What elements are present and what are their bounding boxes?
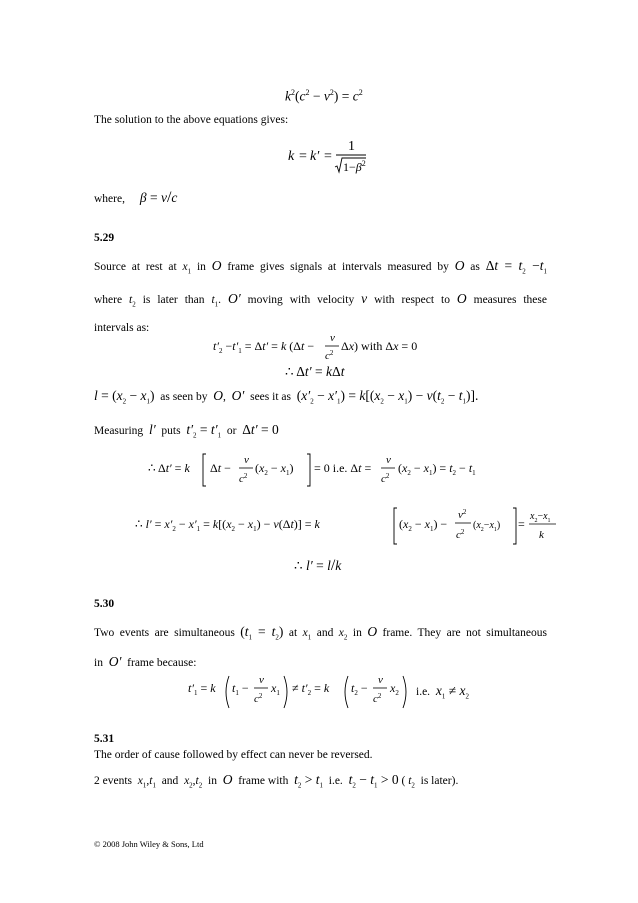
svg-text:c2: $c^2$: [381, 472, 390, 485]
footer-copyright: © 2008 John Wiley & Sons, Ltd: [94, 839, 204, 849]
svg-text:c2: $c^2$: [239, 472, 248, 485]
equation-time-interval: [213, 328, 443, 362]
svg-text:=: =: [299, 149, 307, 164]
equation-simultaneity: [148, 446, 488, 492]
s529-line2: where $t_2$ is later than $t_1$. O′ moving with velocity v with respect to O measures these: [94, 291, 547, 309]
svg-text:= 0 i.e. Δt =: = 0 i.e. Δt =: [314, 461, 372, 475]
svg-text:x2−x1: $x_2-x_1$: [530, 511, 551, 524]
svg-text:Δt −: Δt −: [210, 461, 231, 475]
svg-text:c2: $c^2$: [254, 692, 263, 705]
svg-text:∴ Δt′ = k: ∴ Δt′ = k: [148, 461, 190, 475]
svg-text:1−β2: $1-\beta^2$: [343, 159, 366, 174]
svg-text:t1 −: $t_1$ −: [232, 681, 249, 697]
svg-text:k: k: [539, 529, 544, 541]
s530-line2: in O′ frame because:: [94, 654, 197, 669]
beta-definition: β = v/c: [139, 189, 178, 206]
s529-line3: intervals as:: [94, 322, 150, 334]
svg-text:1: 1: [348, 139, 355, 154]
s531-line2: 2 events $x_1,t_1$ and $x_2,t_2$ in O frame with $t_2 > t_1$ i.e. $t_2 - t_1 > 0$ ( $t_2$ is later).: [94, 772, 459, 790]
svg-text:k′: k′: [310, 149, 320, 164]
equation-dt-prime: ∴ Δt′ = kΔt: [285, 364, 345, 379]
heading-5-30: 5.30: [94, 598, 115, 610]
eq-a-svg: [213, 328, 443, 362]
svg-text:(x2 − x1): $(x_2 - x_1)$: [255, 461, 294, 477]
svg-text:≠ t′2 = k: ≠ $t'_2 = k$: [292, 681, 330, 697]
s529-length-line: $l = (x_2 - x_1)$ as seen by O, O′ sees it as $(x'_2 - x'_1) = k[(x_2 - x_1) - v(t_2 - t_1)]$.: [94, 388, 479, 406]
svg-text:(x2 − x1) = t2 − t1: $(x_2 - x_1) = t_2 - t_1$: [398, 461, 476, 477]
heading-5-29: 5.29: [94, 232, 115, 244]
equation-length-result: [518, 506, 558, 546]
svg-text:c2: $c^2$: [373, 692, 382, 705]
svg-text:k: k: [288, 149, 295, 164]
eq2-svg: [288, 136, 368, 176]
svg-text:x2: $x_2$: [390, 681, 399, 697]
svg-text:=: =: [324, 149, 332, 164]
svg-text:c2: $c^2$: [456, 528, 465, 541]
eq-c-svg: [148, 446, 488, 492]
svg-text:t2 −: $t_2$ −: [351, 681, 368, 697]
s531-line1: The order of cause followed by effect can never be reversed.: [94, 749, 373, 761]
svg-text:v: v: [386, 454, 391, 466]
svg-text:v: v: [244, 454, 249, 466]
equation-k-solution: [288, 136, 368, 176]
svg-text:v: v: [259, 674, 264, 686]
equation-l-prime: ∴ l′ = l/k: [294, 557, 342, 574]
heading-5-31: 5.31: [94, 733, 115, 745]
svg-text:t′1 = k: $t'_1 = k$: [188, 681, 216, 697]
s530-ie: i.e. $x_1 \ne x_2$: [416, 683, 469, 701]
s530-line1: Two events are simultaneous $(t_1 = t_2)$ at $x_1$ and $x_2$ in O frame. They are not simultaneous: [94, 624, 547, 642]
svg-text:∴ l′ = x′2 − x′1 = k[(x2 − x1): ∴ $l' = x'_2 - x'_1 = k[(x_2 - x_1) - v(\Delta t)] = k$: [135, 517, 320, 533]
where-line: [94, 189, 177, 207]
svg-text:v: v: [378, 674, 383, 686]
where-label: where,: [94, 193, 125, 205]
svg-text:v2: $v^2$: [458, 508, 467, 521]
s529-line1: Source at rest at $x_1$ in O frame gives signals at intervals measured by O as $\Delta t = t_2 -t_1$: [94, 258, 547, 276]
svg-text:x1: $x_1$: [271, 681, 280, 697]
equation-length-contraction: [135, 500, 520, 550]
svg-text:(x2−x1): $(x_2-x_1)$: [473, 520, 501, 533]
svg-text:Δx) with Δx = 0: Δx) with Δx = 0: [341, 339, 418, 353]
svg-text:t′2 −t′1 = Δt′ = k (Δt −: $t'_2 -t'_1 = \Delta t' = k$ (Δt −: [213, 339, 315, 355]
equation-k-squared: $k^2(c^2 - v^2) = c^2$: [285, 88, 363, 104]
paragraph-solution: The solution to the above equations gives:: [94, 114, 289, 126]
s529-measuring-line: Measuring l′ puts $t'_2 = t'_1$ or Δt′ = 0: [94, 422, 279, 440]
eq-d-result-svg: [518, 506, 558, 546]
svg-text:=: =: [518, 517, 525, 531]
eq-d-svg: [135, 500, 520, 550]
svg-text:(x2 − x1) −: $(x_2 - x_1)$ −: [399, 517, 448, 533]
svg-text:c2: $c^2$: [325, 349, 334, 362]
svg-text:v: v: [330, 332, 335, 344]
